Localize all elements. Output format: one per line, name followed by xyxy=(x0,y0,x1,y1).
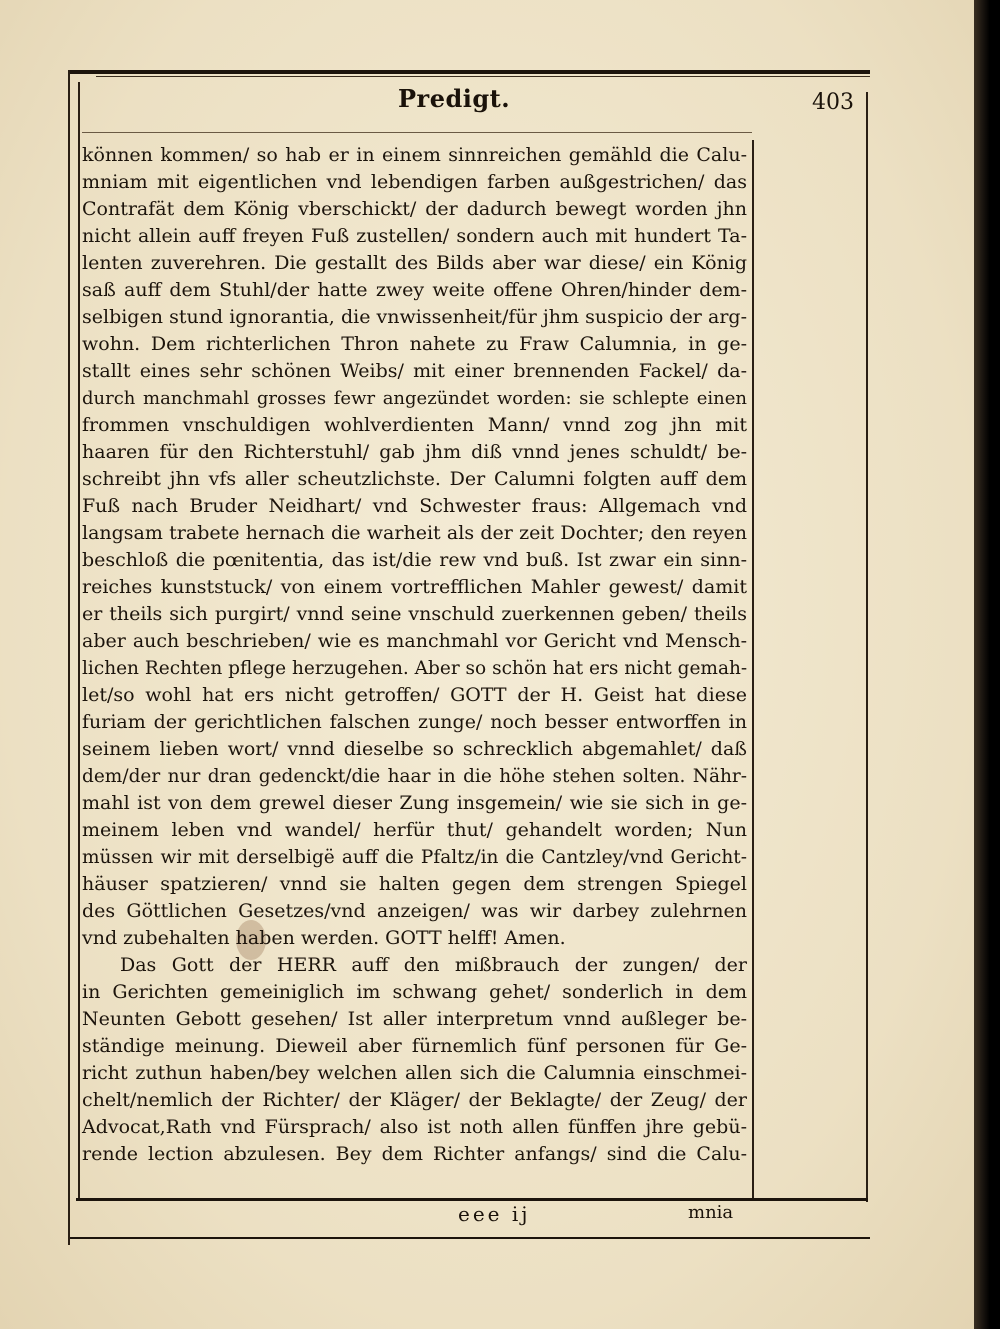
text-line: Das Gott der HERR auff den mißbrauch der zungen/ der xyxy=(120,954,747,976)
page-edge-shadow xyxy=(974,0,1000,1329)
text-line: selbigen stund ignorantia, die vnwissenheit/für jhm suspicio der arg- xyxy=(82,306,747,328)
text-line: mahl ist von dem grewel dieser Zung insgemein/ wie sie sich in ge- xyxy=(82,792,747,814)
text-line: lichen Rechten pflege herzugehen. Aber so schön hat ers nicht gemah- xyxy=(82,658,748,679)
text-line: Contrafät dem König vberschickt/ der dadurch bewegt worden jhn xyxy=(82,198,747,220)
running-head: Predigt. xyxy=(398,84,511,113)
text-line: seinem lieben wort/ vnnd dieselbe so schrecklich abgemahlet/ daß xyxy=(82,738,747,760)
text-line: Neunten Gebott gesehen/ Ist aller interpretum vnnd außleger be- xyxy=(82,1008,747,1030)
text-line: haaren für den Richterstuhl/ gab jhm diß vnnd jenes schuldt/ be- xyxy=(82,441,747,463)
text-line: er theils sich purgirt/ vnnd seine vnschuld zuerkennen geben/ theils xyxy=(82,603,747,625)
text-line: müssen wir mit derselbigë auff die Pfaltz/in die Cantzley/vnd Gericht- xyxy=(82,847,747,868)
signature-mark: eee ij xyxy=(458,1202,531,1226)
text-line: häuser spatzieren/ vnnd sie halten gegen dem strengen Spiegel xyxy=(82,873,747,895)
text-line: frommen vnschuldigen wohlverdienten Mann/ vnnd zog jhn mit xyxy=(82,414,747,436)
right-text-rule xyxy=(752,140,754,1200)
text-line: furiam der gerichtlichen falschen zunge/ noch besser entworffen in xyxy=(82,711,747,733)
text-line: schreibt jhn vfs aller scheutzlichste. Der Calumni folgten auff dem xyxy=(82,468,747,490)
text-line: chelt/nemlich der Richter/ der Kläger/ der Beklagte/ der Zeug/ der xyxy=(82,1089,747,1111)
right-border-rule xyxy=(866,92,868,1202)
left-border-rule xyxy=(68,70,70,1245)
text-line: des Göttlichen Gesetzes/vnd anzeigen/ was wir darbey zulehrnen xyxy=(82,900,747,922)
text-line: können kommen/ so hab er in einem sinnreichen gemähld die Calu- xyxy=(82,144,747,166)
text-line: dem/der nur dran gedenckt/die haar in die höhe stehen solten. Nähr- xyxy=(82,766,747,787)
text-line: Advocat,Rath vnd Fürsprach/ also ist noth allen fünffen jhre gebü- xyxy=(82,1116,747,1138)
text-line: beschloß die pœnitentia, das ist/die rew vnd buß. Ist zwar ein sinn- xyxy=(82,549,747,571)
text-line: vnd zubehalten haben werden. GOTT helff! Amen. xyxy=(82,927,566,949)
text-line: lenten zuverehren. Die gestallt des Bilds aber war diese/ ein König xyxy=(82,252,747,274)
text-line: aber auch beschrieben/ wie es manchmahl vor Gericht vnd Mensch- xyxy=(82,630,747,652)
catchword: mnia xyxy=(688,1202,734,1223)
text-line: Fuß nach Bruder Neidhart/ vnd Schwester fraus: Allgemach vnd xyxy=(82,495,747,517)
bottom-border-rule xyxy=(70,1237,870,1239)
text-line: nicht allein auff freyen Fuß zustellen/ sondern auch mit hundert Ta- xyxy=(82,225,747,247)
body-text xyxy=(82,142,747,1168)
header-rule xyxy=(82,132,752,133)
text-line: let/so wohl hat ers nicht getroffen/ GOTT der H. Geist hat diese xyxy=(82,684,747,706)
text-line: reiches kunststuck/ von einem vortrefflichen Mahler gewest/ damit xyxy=(82,576,747,598)
text-line: in Gerichten gemeiniglich im schwang gehet/ sonderlich in dem xyxy=(82,981,747,1003)
left-text-rule xyxy=(78,82,80,1200)
page-number: 403 xyxy=(812,90,854,115)
text-line: mniam mit eigentlichen vnd lebendigen farben außgestrichen/ das xyxy=(82,171,747,193)
text-line: meinem leben vnd wandel/ herfür thut/ gehandelt worden; Nun xyxy=(82,819,747,841)
top-border-rule xyxy=(70,70,870,74)
text-line: saß auff dem Stuhl/der hatte zwey weite offene Ohren/hinder dem- xyxy=(82,279,747,301)
text-line: durch manchmahl grosses fewr angezündet worden: sie schlepte einen xyxy=(82,388,747,409)
bottom-text-rule xyxy=(76,1198,868,1201)
text-line: langsam trabete hernach die warheit als der zeit Dochter; den reyen xyxy=(82,522,747,544)
top-border-rule-thin xyxy=(96,76,870,77)
text-line: richt zuthun haben/bey welchen allen sich die Calumnia einschmei- xyxy=(82,1062,747,1084)
text-line: ständige meinung. Dieweil aber fürnemlich fünf personen für Ge- xyxy=(82,1035,747,1057)
text-line: rende lection abzulesen. Bey dem Richter anfangs/ sind die Calu- xyxy=(82,1143,747,1165)
text-line: stallt eines sehr schönen Weibs/ mit einer brennenden Fackel/ da- xyxy=(82,360,747,382)
text-line: wohn. Dem richterlichen Thron nahete zu Fraw Calumnia, in ge- xyxy=(82,333,747,355)
